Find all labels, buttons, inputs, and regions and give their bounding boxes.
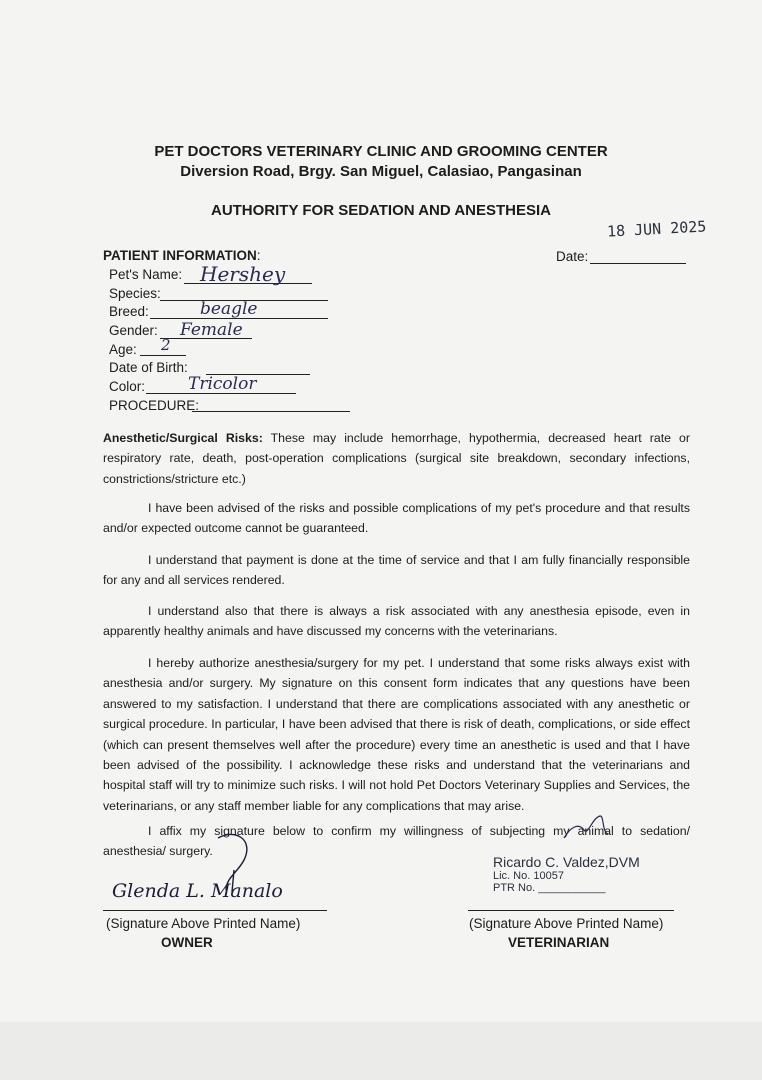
age-label: Age: [109,342,137,357]
veterinarian-initials-scribble [560,808,620,848]
age-value: 2 [161,336,171,354]
veterinarian-name: Ricardo C. Valdez,DVM [493,854,640,870]
color-value: Tricolor [188,374,257,394]
veterinarian-ptr: PTR No. ___________ [493,882,606,894]
breed-label: Breed: [109,304,149,319]
paragraph-authorization: I hereby authorize anesthesia/surgery for my pet. I understand that some risks always exist with anesthesia and/or surgery. My signature on this consent form indicates that any questions have been answered to my satisfaction. I understand that there are complications associated with any anesthetic or surgical procedure. In particular, I have been advised that there is risk of death, complications, or side effect (which can present themselves well after the procedure) every time an anesthetic is used and that I have been advised of the possibility. I acknowledge these risks and understand that the veterinarians and hospital staff will try to minimize such risks. I will not hold Pet Doctors Veterinary Supplies and Services, the veterinarians, or any staff member liable for any complications that may arise. [103,656,690,813]
risks-paragraph [103,428,690,489]
patient-info-label: PATIENT INFORMATION [103,248,257,263]
paragraph-risks-advised: I have been advised of the risks and possible complications of my pet's procedure and that results and/or expected outcome cannot be guaranteed. [103,501,690,536]
owner-signature-caption: (Signature Above Printed Name) [106,916,301,931]
veterinarian-signature-line[interactable] [468,910,674,911]
color-label: Color: [109,379,146,394]
clinic-name: PET DOCTORS VETERINARY CLINIC AND GROOMING CENTER [154,143,608,160]
risks-text: These may include hemorrhage, hypothermia, decreased heart rate or respiratory rate, death, post-operation complications (surgical site breakdown, secondary infections, constrictions/stricture etc.) [103,431,690,486]
scan-bottom-band [0,1022,762,1080]
veterinarian-signature-caption: (Signature Above Printed Name) [469,916,664,931]
procedure-label: PROCEDURE: [109,398,200,413]
paragraph-signature-confirm: I affix my signature below to confirm my willingness of subjecting my animal to sedation/ anesthesia/ surgery. [103,824,690,859]
pet-name-value: Hershey [200,262,286,286]
patient-info-heading [103,248,261,263]
gender-value: Female [180,320,243,340]
procedure-line[interactable] [192,411,350,412]
gender-label: Gender: [109,323,158,338]
clinic-address: Diversion Road, Brgy. San Miguel, Calasiao, Pangasinan [180,163,582,180]
owner-signature-line[interactable] [103,910,327,911]
patient-info-colon: : [256,248,261,263]
paragraph-payment: I understand that payment is done at the time of service and that I am fully financially responsible for any and all services rendered. [103,553,690,588]
paragraph-anesthesia-risk: I understand also that there is always a risk associated with any anesthesia episode, even in apparently healthy animals and have discussed my concerns with the veterinarians. [103,604,690,639]
dob-label: Date of Birth: [109,360,188,375]
risks-heading: Anesthetic/Surgical Risks: [103,431,263,445]
date-field-line[interactable] [590,263,686,264]
date-label: Date: [556,249,589,264]
species-label: Species: [109,286,161,301]
pet-name-label: Pet's Name: [109,267,183,282]
breed-value: beagle [200,299,258,319]
veterinarian-role-label: VETERINARIAN [508,935,610,950]
veterinarian-license: Lic. No. 10057 [493,870,564,882]
form-title: AUTHORITY FOR SEDATION AND ANESTHESIA [210,202,551,219]
age-line[interactable] [140,355,186,356]
owner-signature: Glenda L. Manalo [112,880,283,902]
owner-role-label: OWNER [161,935,213,950]
date-stamp: 18 JUN 2025 [606,217,707,241]
veterinarian-block [493,854,640,894]
